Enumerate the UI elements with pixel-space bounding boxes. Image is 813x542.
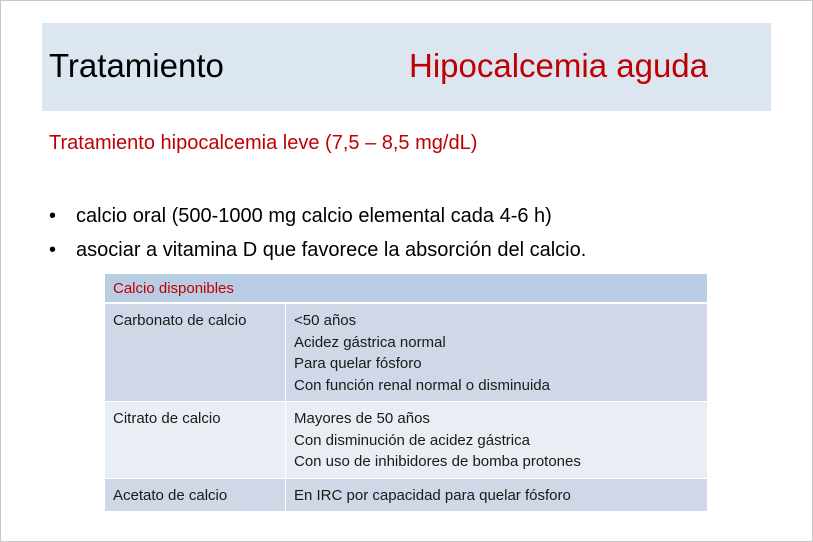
calcium-table bbox=[105, 274, 707, 511]
bullet-list bbox=[49, 203, 586, 271]
table-row bbox=[105, 303, 707, 402]
bullet-dot: • bbox=[49, 239, 57, 261]
detail-line: En IRC por capacidad para quelar fósforo bbox=[294, 486, 571, 504]
bullet-text: calcio oral (500-1000 mg calcio elemental cada 4-6 h) bbox=[76, 205, 552, 227]
table-header: Calcio disponibles bbox=[105, 274, 707, 303]
slide-title: Tratamiento bbox=[49, 47, 224, 84]
detail-line: Para quelar fósforo bbox=[294, 355, 422, 372]
bullet-item bbox=[49, 203, 586, 237]
detail-line: Con función renal normal o disminuida bbox=[294, 376, 550, 394]
bullet-dot: • bbox=[49, 205, 57, 227]
detail-line: Con uso de inhibidores de bomba protones bbox=[294, 453, 581, 470]
row-details bbox=[286, 478, 708, 511]
table-row bbox=[105, 402, 707, 479]
row-name: Carbonato de calcio bbox=[105, 303, 286, 402]
detail-line: Con disminución de acidez gástrica bbox=[294, 431, 530, 449]
row-details bbox=[286, 402, 708, 479]
slide-topic-title: Hipocalcemia aguda bbox=[409, 47, 709, 84]
detail-line: Mayores de 50 años bbox=[294, 410, 430, 427]
bullet-text: asociar a vitamina D que favorece la absorción del calcio. bbox=[76, 239, 587, 261]
detail-line: <50 años bbox=[294, 312, 357, 329]
row-details bbox=[286, 303, 708, 402]
bullet-item bbox=[49, 237, 586, 271]
detail-line: Acidez gástrica normal bbox=[294, 333, 446, 351]
row-name: Acetato de calcio bbox=[105, 478, 286, 511]
row-name: Citrato de calcio bbox=[105, 402, 286, 479]
subtitle: Tratamiento hipocalcemia leve (7,5 – 8,5 mg/dL) bbox=[49, 132, 478, 154]
table-row bbox=[105, 478, 707, 511]
